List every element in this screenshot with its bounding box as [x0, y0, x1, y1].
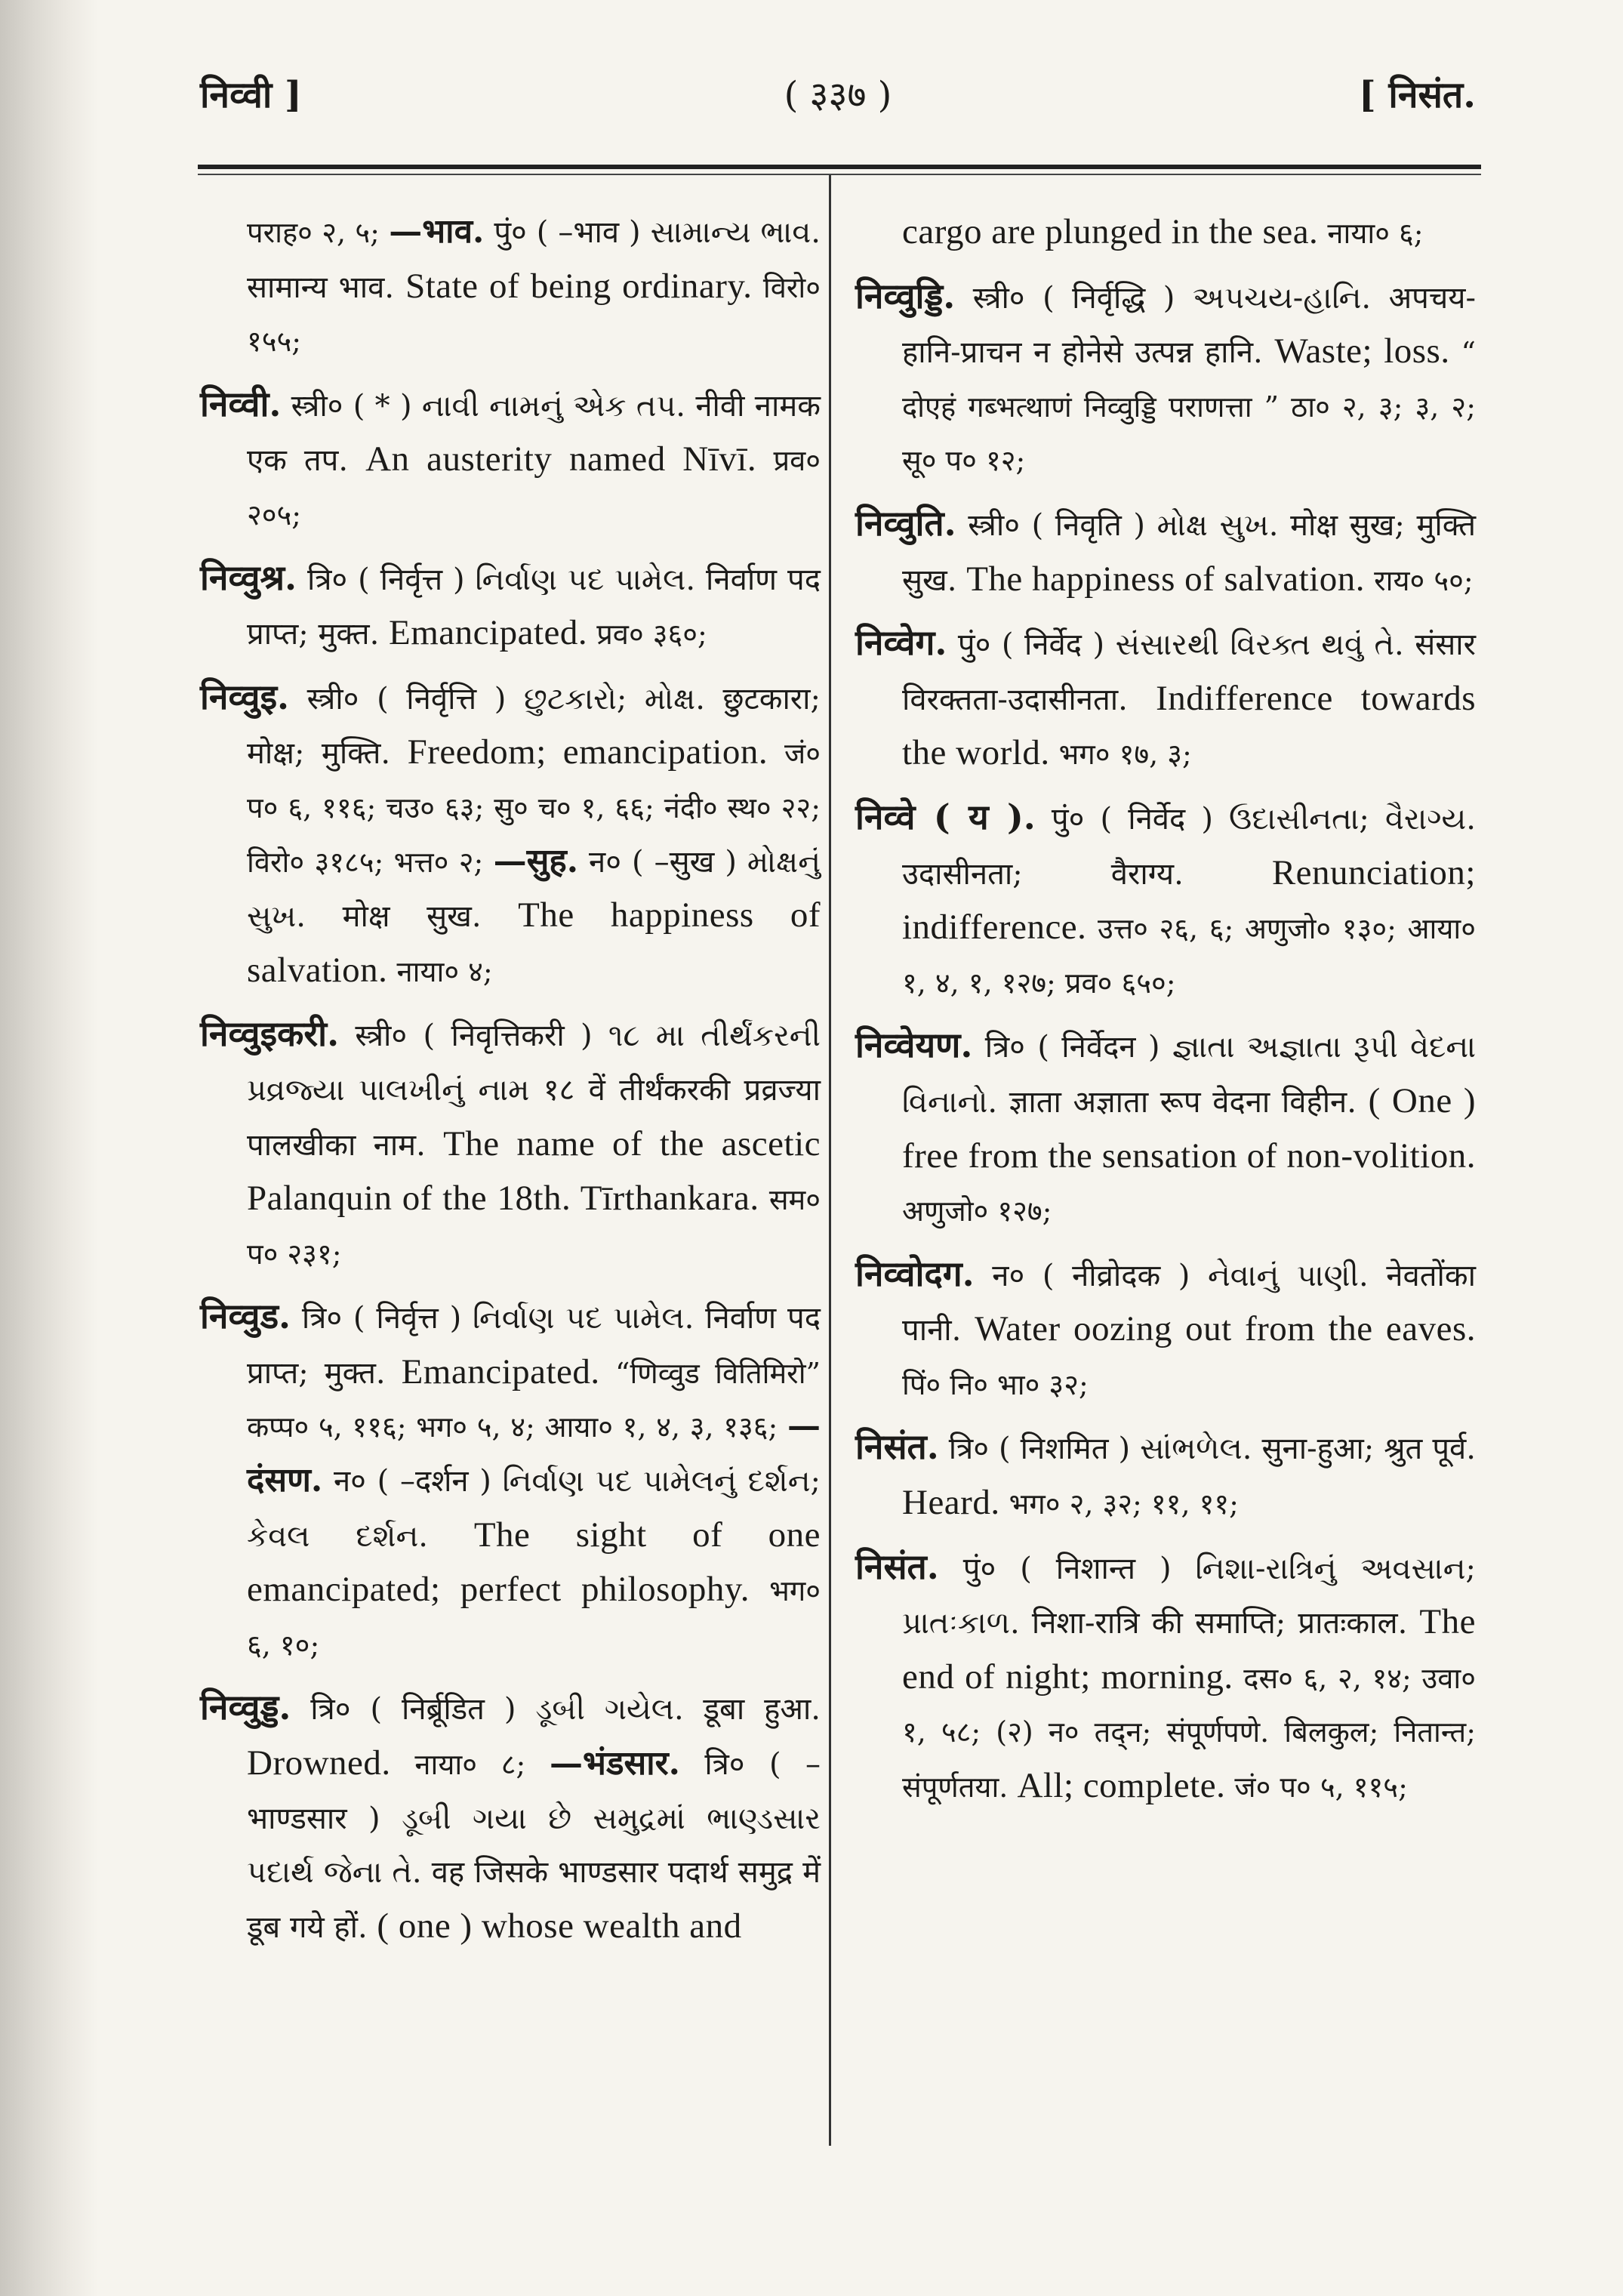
- headword: निव्वुइकरी.: [200, 1013, 340, 1055]
- english-gloss: The name of the ascetic Palanquin of the 18th. Tīrthankara.: [247, 1123, 821, 1219]
- english-gloss: The happiness of salvation.: [966, 559, 1365, 599]
- english-gloss: Freedom; emancipation.: [407, 732, 768, 772]
- reference: सम० प० २३१;: [247, 1183, 821, 1271]
- header-left-guideword: निव्वी ]: [200, 74, 302, 116]
- dictionary-entry: [855, 1019, 1476, 1237]
- vernacular-gloss: त्रि० ( निर्वृत्त ) નિર્વાણ પદ પામેલ. निर्वाण पद प्राप्त; मुक्त.: [247, 1301, 821, 1391]
- english-gloss: State of being ordinary.: [405, 266, 753, 306]
- sub-headword: —सुह.: [493, 841, 579, 880]
- dictionary-entry: [855, 1420, 1476, 1530]
- vernacular-gloss: स्त्री० ( निर्वृद्धि ) અપચય-હાનિ. अपचय-हानि-प्राचन न होनेसे उत्पन्न हानि.: [902, 280, 1476, 371]
- headword: निसंत.: [855, 1426, 939, 1468]
- reference: भग० ६, १०;: [247, 1574, 821, 1662]
- dictionary-entry: [855, 205, 1476, 260]
- header-rule-thick: [198, 165, 1481, 169]
- headword: निसंत.: [855, 1546, 939, 1587]
- english-gloss: All; complete.: [1017, 1766, 1226, 1806]
- sub-headword: —भाव.: [389, 212, 485, 251]
- vernacular-gloss: स्त्री० ( निर्वृत्ति ) છુટકારો; મોક્ષ. छुटकारा; मोक्ष; मुक्ति.: [247, 681, 821, 772]
- vernacular-gloss: स्त्री० ( निवृत्तिकरी ) ૧૮ મા તીર્થંકરની પ્રવ્રજ્યા પાલખીનું નામ १८ वें तीर्थंकरकी प्रव्रज्या पालखीका नाम.: [247, 1019, 821, 1163]
- dictionary-entry: [200, 551, 821, 661]
- vernacular-gloss: पुं० ( निशान्त ) નિશા-રાત્રિનું અવસાન; પ્રાતઃકાળ. निशा-रात्रि की समाप्ति; प्रातःकाल.: [902, 1551, 1476, 1641]
- english-gloss: Renunciation; indifference.: [902, 852, 1476, 948]
- header-page-number: ( ३३७ ): [784, 74, 892, 116]
- headword: निव्वे ( य ).: [855, 796, 1036, 837]
- dictionary-entry: [855, 1247, 1476, 1412]
- column-divider: [829, 175, 831, 2146]
- reference: नाया० ६;: [1318, 217, 1424, 250]
- vernacular-gloss: त्रि० ( निर्वेदन ) જ્ઞાતા અજ્ઞાતા રૂપી વેદના વિનાનો. ज्ञाता अज्ञाता रूप वेदना विहीन.: [902, 1030, 1476, 1120]
- english-gloss: Waste; loss.: [1274, 331, 1450, 371]
- dictionary-entry: [200, 670, 821, 999]
- english-gloss: Water oozing out from the eaves.: [975, 1309, 1476, 1349]
- english-gloss: Drowned.: [247, 1743, 391, 1783]
- english-gloss: The sight of one emancipated; perfect philosophy.: [247, 1515, 821, 1610]
- dictionary-entry: [200, 378, 821, 542]
- reference: राय० ५०;: [1364, 563, 1474, 597]
- reference: भग० २, ३२; ११, ११;: [999, 1487, 1239, 1521]
- english-gloss: Emancipated.: [389, 613, 588, 653]
- vernacular-gloss: स्त्री० ( * ) નાવી નામનું એક તપ. नीवी नामक एक तप.: [247, 388, 821, 479]
- right-column: [855, 205, 1476, 1823]
- headword: निव्वी.: [200, 383, 282, 424]
- english-gloss: An austerity named Nīvī.: [365, 439, 757, 479]
- vernacular-gloss: पुं० ( निर्वेद ) સંસારથી વિરક્ત થવું તે. संसार विरक्तता-उदासीनता.: [902, 627, 1476, 717]
- dictionary-entry: [855, 270, 1476, 488]
- entry-body: पराह० २, ५;: [247, 216, 390, 249]
- reference: “णिव्वुड वितिमिरो” कप्प० ५, ११६; भग० ५, ४; आया० १, ४, ३, १३६;: [247, 1356, 821, 1444]
- page-header: [200, 69, 1476, 122]
- sub-headword: —दंसण.: [247, 1407, 821, 1500]
- headword: निव्वुइ.: [200, 676, 290, 717]
- english-gloss: Emancipated.: [401, 1351, 600, 1391]
- header-rule-thin: [198, 174, 1481, 175]
- dictionary-entry: [855, 616, 1476, 781]
- reference: भग० १७, ३;: [1049, 738, 1192, 772]
- dictionary-entry: [200, 1681, 821, 1954]
- english-gloss: cargo are plunged in the sea.: [902, 212, 1319, 251]
- reference: पिं० नि० भा० ३२;: [902, 1367, 1089, 1401]
- vernacular-gloss: पुं० ( –भाव ) સામાન્ય ભાવ. सामान्य भाव.: [247, 215, 821, 305]
- reference: विरो० १५५;: [247, 270, 821, 359]
- english-gloss: ( One ) free from the sensation of non-volition.: [902, 1080, 1476, 1176]
- english-gloss: The happiness of salvation.: [247, 895, 821, 990]
- header-right-guideword: [ निसंत.: [1358, 74, 1476, 116]
- reference: नाया० ८;: [390, 1748, 550, 1782]
- vernacular-gloss: त्रि० ( निर्वृत्त ) નિર્વાણ પદ પામેલ. निर्वाण पद प्राप्त; मुक्त.: [247, 562, 821, 652]
- english-gloss: Indifference towards the world.: [902, 678, 1476, 773]
- headword: निव्वेयण.: [855, 1025, 973, 1066]
- headword: निव्वुड्डि.: [855, 275, 956, 316]
- english-gloss: The end of night; morning.: [902, 1602, 1476, 1697]
- headword: निव्वुड.: [200, 1296, 291, 1337]
- headword: निव्वुति.: [855, 502, 956, 544]
- headword: निव्वेग.: [855, 622, 947, 664]
- dictionary-entry: [855, 497, 1476, 607]
- reference: जं० प० ५, ११५;: [1225, 1771, 1408, 1804]
- headword: निव्वुड्ड.: [200, 1687, 291, 1728]
- vernacular-gloss: त्रि० ( –भाण्डसार ) ડૂબી ગયા છે સમુદ્રમાં ભાણ્ડસાર પદાર્થ જેના તે. वह जिसके भाण्डसार पदार्थ समुद्र में डूब गये हों.: [247, 1747, 821, 1945]
- reference: प्रव० ३६०;: [587, 618, 707, 652]
- vernacular-gloss: न० ( –दर्शन ) નિર્વાણ પદ પામેલનું દર્શન; કેવલ દર્શન.: [247, 1464, 821, 1554]
- headword: निव्वोदग.: [855, 1253, 975, 1294]
- dictionary-entry: [200, 205, 821, 368]
- english-gloss: Heard.: [902, 1483, 1000, 1523]
- english-gloss: ( one ) whose wealth and: [377, 1906, 742, 1946]
- dictionary-entry: [855, 1540, 1476, 1814]
- vernacular-gloss: न० ( नीव्रोदक ) નેવાનું પાણી. नेवतोंका पानी.: [902, 1258, 1476, 1348]
- dictionary-entry: [200, 1290, 821, 1672]
- dictionary-entry: [855, 791, 1476, 1009]
- reference: दस० ६, २, १४; उवा० १, ५८; (२) न० तद्न; संपूर्णपणे. बिलकुल; नितान्त; संपूर्णतया.: [902, 1661, 1476, 1804]
- reference: प्रव० २०५;: [247, 444, 821, 532]
- dictionary-entry: [200, 1007, 821, 1281]
- reference: “ दोएहं गब्भत्थाणं निव्वुड्डि पराणत्ता ” ठा० २, ३; ३, २; सू० प० १२;: [902, 336, 1476, 478]
- scan-edge-shadow: [0, 0, 98, 2296]
- vernacular-gloss: त्रि० ( निशमित ) સાંભળેલ. सुना-हुआ; श्रुत पूर्व.: [938, 1432, 1476, 1467]
- left-column: [200, 205, 821, 1963]
- reference: नाया० ४;: [387, 954, 493, 988]
- reference: जं० प० ६, ११६; चउ० ६३; सु० च० १, ६६; नंदी० स्थ० २२; विरो० ३१८५; भत्त० २;: [247, 737, 821, 879]
- vernacular-gloss: स्त्री० ( निवृति ) મોક્ષ સુખ. मोक्ष सुख; मुक्ति सुख.: [902, 507, 1476, 598]
- headword: निव्वुश्र.: [200, 556, 297, 598]
- reference: अणुजो० १२७;: [902, 1194, 1052, 1228]
- vernacular-gloss: न० ( –सुख ) મોક્ષનું સુખ. मोक्ष सुख.: [247, 844, 821, 935]
- vernacular-gloss: त्रि० ( निर्ब्रूडित ) ડૂબી ગયેલ. डूबा हुआ.: [291, 1692, 821, 1727]
- reference: उत्त० २६, ६; अणुजो० १३०; आया० १, ४, १, १२७; प्रव० ६५०;: [902, 912, 1476, 1000]
- sub-headword: —भंडसार.: [550, 1744, 680, 1783]
- vernacular-gloss: पुं० ( निर्वेद ) ઉદાસીનતા; વૈરાગ્ય. उदासीनता; वैराग्य.: [902, 801, 1476, 892]
